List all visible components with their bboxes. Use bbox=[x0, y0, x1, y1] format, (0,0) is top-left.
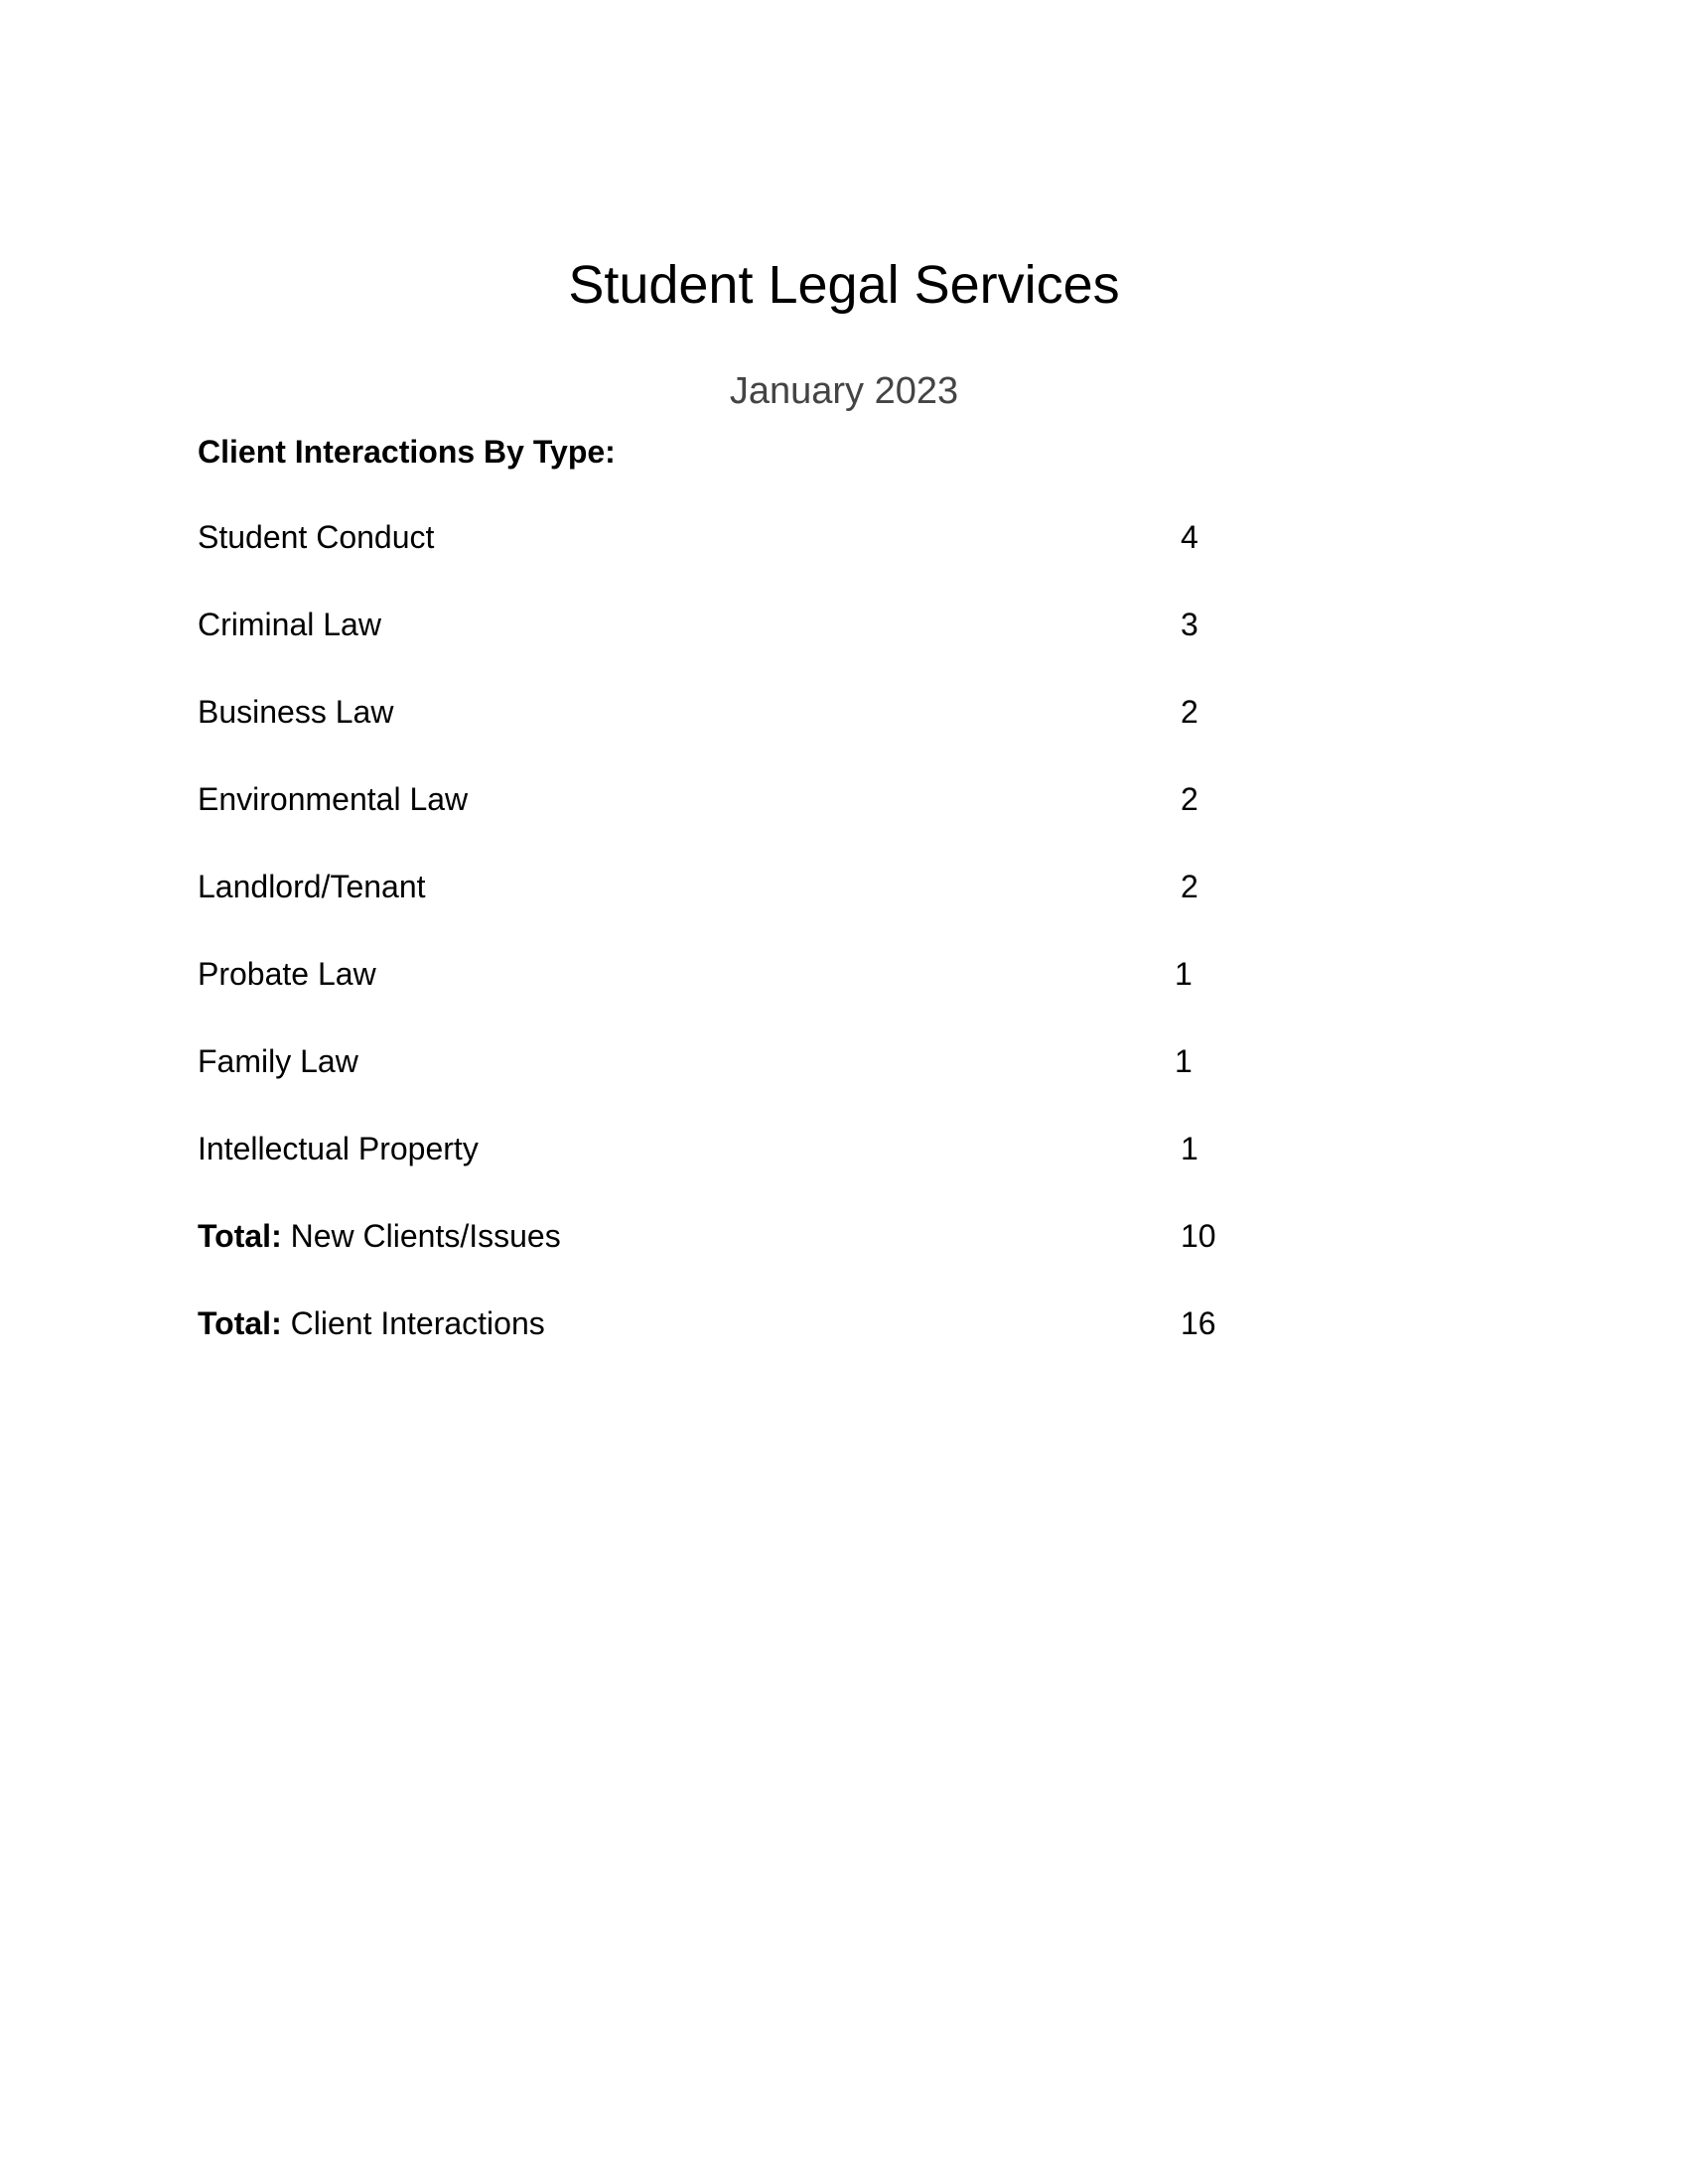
interaction-type: Criminal Law bbox=[198, 607, 381, 642]
interaction-type: Probate Law bbox=[198, 956, 376, 992]
total-prefix: Total: bbox=[198, 1305, 282, 1341]
total-row bbox=[198, 1302, 1290, 1390]
total-count: 16 bbox=[1181, 1305, 1216, 1341]
total-row bbox=[198, 1215, 1290, 1302]
interaction-type: Landlord/Tenant bbox=[198, 869, 426, 904]
interaction-count: 1 bbox=[1175, 956, 1193, 992]
list-item bbox=[198, 953, 1290, 1040]
section-heading: Client Interactions By Type: bbox=[198, 434, 616, 470]
interaction-type: Student Conduct bbox=[198, 519, 435, 555]
interaction-count: 2 bbox=[1181, 781, 1198, 817]
list-item bbox=[198, 1128, 1290, 1215]
report-period: January 2023 bbox=[729, 370, 959, 412]
interaction-type: Environmental Law bbox=[198, 781, 469, 817]
interactions-list bbox=[198, 516, 1290, 1390]
list-item bbox=[198, 1040, 1290, 1128]
list-item bbox=[198, 691, 1290, 778]
list-item bbox=[198, 778, 1290, 866]
total-text: Client Interactions bbox=[290, 1305, 545, 1341]
interaction-type: Intellectual Property bbox=[198, 1131, 479, 1166]
interaction-count: 2 bbox=[1181, 869, 1198, 904]
interaction-count: 1 bbox=[1175, 1043, 1193, 1079]
interaction-type: Business Law bbox=[198, 694, 394, 730]
interaction-count: 4 bbox=[1181, 519, 1198, 555]
interaction-count: 1 bbox=[1181, 1131, 1198, 1166]
total-prefix: Total: bbox=[198, 1218, 282, 1254]
list-item bbox=[198, 604, 1290, 691]
list-item bbox=[198, 516, 1290, 604]
interaction-count: 2 bbox=[1181, 694, 1198, 730]
total-count: 10 bbox=[1181, 1218, 1216, 1254]
total-label bbox=[198, 1302, 545, 1344]
total-label bbox=[198, 1215, 561, 1257]
total-text: New Clients/Issues bbox=[290, 1218, 561, 1254]
page-title: Student Legal Services bbox=[568, 255, 1120, 315]
interaction-count: 3 bbox=[1181, 607, 1198, 642]
interaction-type: Family Law bbox=[198, 1043, 358, 1079]
list-item bbox=[198, 866, 1290, 953]
